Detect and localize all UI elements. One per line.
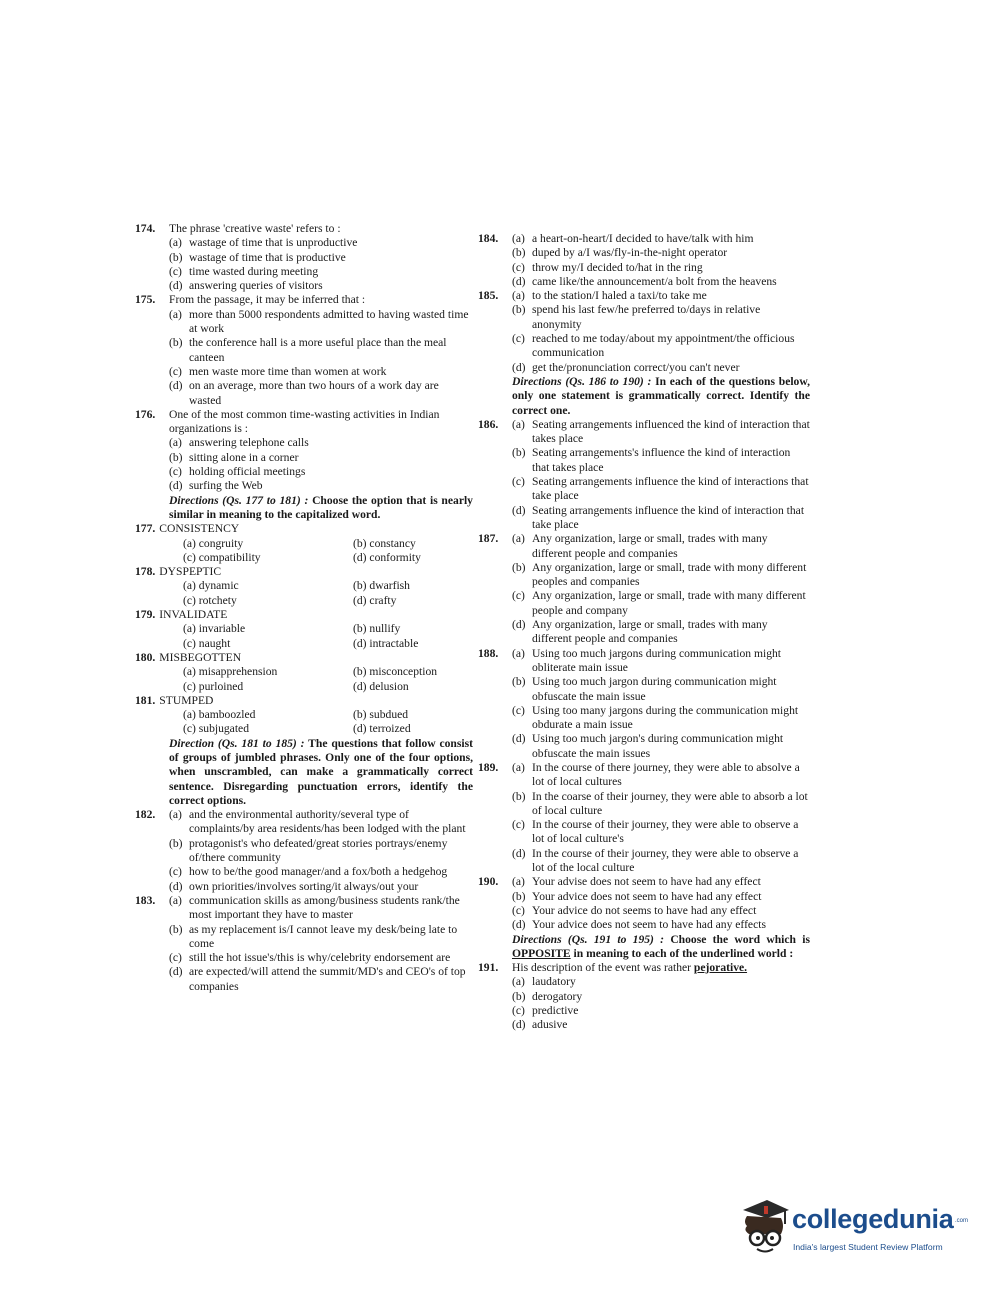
question-number: 184.: [478, 232, 499, 245]
question-186: [478, 418, 810, 532]
option: (c) reached to me today/about my appointment/the officious communication: [512, 332, 795, 360]
question-text: From the passage, it may be inferred that :: [169, 293, 366, 307]
option: (c) throw my/I decided to/hat in the ring: [512, 260, 703, 274]
option: (d) Any organization, large or small, trades with many different people and companies: [512, 618, 768, 646]
option: (a) laudatory: [512, 975, 576, 989]
question-number: 182.: [135, 808, 156, 822]
vocab-question-180: 180. MISBEGOTTEN (a) misapprehension (b) misconception (c) purloined (d) delusion: [135, 650, 438, 693]
directions-191-195: Directions (Qs. 191 to 195) : Choose the word which is OPPOSITE in meaning to each of the underlined world :: [512, 932, 810, 960]
question-183: [135, 894, 473, 994]
left-column: [135, 222, 473, 994]
option: (d) Your advice does not seem to have had any effects: [512, 918, 766, 932]
logo-wordmark: collegedunia: [792, 1204, 954, 1234]
option: (d) Using too much jargon's during communication might obfuscate the main issues: [512, 732, 784, 760]
vocab-question-178: 178. DYSPEPTIC (a) dynamic (b) dwarfish (c) rotchety (d) crafty: [135, 565, 410, 607]
option: (a) more than 5000 respondents admitted to having wasted time at work: [169, 307, 469, 336]
option: (b) Any organization, large or small, trade with mony different peoples and companies: [512, 560, 807, 589]
question-176: [135, 408, 473, 494]
question-187: [478, 532, 810, 646]
question-number: 174.: [135, 222, 156, 235]
option: (c) men waste more time than women at work: [169, 364, 387, 378]
question-185: [478, 289, 810, 375]
option: (a) and the environmental authority/several type of complaints/by area residents/has been lodged with the plant: [169, 808, 466, 836]
option: (b) wastage of time that is productive: [169, 250, 346, 264]
question-number: 188.: [478, 646, 499, 660]
option: (d) on an average, more than two hours of a work day are wasted: [169, 379, 439, 407]
option: (b) Using too much jargon during communication might obfuscate the main issue: [512, 675, 777, 703]
question-189: [478, 761, 810, 875]
question-text: The phrase 'creative waste' refers to :: [169, 222, 341, 235]
option: (a) Your advise does not seem to have had any effect: [512, 875, 761, 889]
question-number: 183.: [135, 893, 156, 907]
option: (b) Your advice does not seem to have had any effect: [512, 889, 762, 903]
logo-suffix: .com: [955, 1218, 969, 1224]
question-175: [135, 293, 473, 407]
question-number: 176.: [135, 407, 156, 421]
option: (b) as my replacement is/I cannot leave my desk/being late to come: [169, 922, 458, 950]
option: (a) Any organization, large or small, trades with many different people and companies: [512, 532, 768, 560]
option: (c) Using too many jargons during the communication might obdurate a main issue: [512, 703, 799, 732]
option: (a) a heart-on-heart/I decided to have/talk with him: [512, 232, 754, 245]
option: (b) spend his last few/he preferred to/days in relative anonymity: [512, 303, 761, 331]
option: (c) how to be/the good manager/and a fox/both a hedgehog: [169, 865, 448, 879]
underlined-word: pejorative.: [693, 961, 748, 975]
option: (c) predictive: [512, 1004, 579, 1018]
option: (b) sitting alone in a corner: [169, 450, 299, 464]
option: (b) duped by a/I was/fly-in-the-night operator: [512, 246, 728, 260]
question-number: 191.: [478, 961, 499, 975]
question-number: 185.: [478, 289, 499, 303]
option: (a) Seating arrangements influenced the kind of interaction that takes place: [512, 417, 810, 446]
option: (c) In the course of their journey, they were able to observe a lot of local culture's: [512, 818, 799, 846]
option: (c) still the hot issue's/this is why/celebrity endorsement are: [169, 951, 451, 965]
question-number: 186.: [478, 417, 499, 431]
option: (b) the conference hall is a more useful place than the meal canteen: [169, 336, 447, 364]
directions-177-181: Directions (Qs. 177 to 181) : Choose the option that is nearly similar in meaning to the capitalized word.: [169, 493, 473, 521]
question-190: [478, 875, 810, 932]
option: (b) derogatory: [512, 989, 583, 1003]
vocab-question-179: 179. INVALIDATE (a) invariable (b) nullify (c) naught (d) intractable: [135, 608, 419, 650]
option: (a) to the station/I haled a taxi/to take me: [512, 289, 707, 303]
option: (d) In the course of their journey, they were able to observe a lot of the local culture: [512, 846, 799, 875]
option: (d) came like/the announcement/a bolt from the heavens: [512, 274, 777, 288]
right-column: [478, 232, 810, 1033]
option: (a) Using too much jargons during communication might obliterate main issue: [512, 646, 782, 674]
directions-186-190: Directions (Qs. 186 to 190) : In each of the questions below, only one statement is grammatically correct. Identify the correct one.: [512, 374, 810, 417]
question-191: [478, 961, 810, 1032]
option: (c) Any organization, large or small, trade with many different people and company: [512, 589, 806, 617]
option: (d) are expected/will attend the summit/MD's and CEO's of top companies: [169, 965, 466, 993]
graduate-mascot-icon: [737, 1196, 793, 1262]
option: (b) Seating arrangements's influence the kind of interaction that takes place: [512, 446, 791, 474]
question-number: 190.: [478, 875, 499, 889]
option: (d) surfing the Web: [169, 479, 263, 493]
option: (c) holding official meetings: [169, 465, 306, 479]
option: (c) Your advice do not seems to have had any effect: [512, 903, 757, 917]
option: (c) time wasted during meeting: [169, 264, 319, 278]
option: (d) adusive: [512, 1018, 568, 1032]
option: (a) wastage of time that is unproductive: [169, 236, 358, 250]
vocab-question-181: 181. STUMPED (a) bamboozled (b) subdued (c) subjugated (d) terroized: [135, 693, 411, 736]
question-number: 187.: [478, 532, 499, 546]
option: (b) In the coarse of their journey, they were able to absorb a lot of local culture: [512, 789, 808, 817]
option: (d) own priorities/involves sorting/it always/out your: [169, 879, 419, 893]
question-184: [478, 232, 810, 289]
question-188: [478, 647, 810, 761]
vocab-question-177: 177. CONSISTENCY (a) congruity (b) constancy (c) compatibility (d) conformity: [135, 522, 421, 564]
collegedunia-logo[interactable]: [737, 1196, 969, 1266]
logo-tagline: India's largest Student Review Platform: [793, 1242, 943, 1252]
question-text: His description of the event was rather pejorative.: [512, 961, 748, 975]
question-number: 189.: [478, 760, 499, 774]
option: (a) answering telephone calls: [169, 436, 309, 450]
option: (c) Seating arrangements influence the kind of interactions that take place: [512, 475, 809, 503]
option: (b) protagonist's who defeated/great stories portrays/enemy of/there community: [169, 836, 448, 865]
directions-181-185: Direction (Qs. 181 to 185) : The questions that follow consist of groups of jumbled phrases. Only one of the four options, when unscrambled, can make a grammatically correct sentence. Disregarding punctuation errors, identify the correct options.: [169, 736, 473, 807]
question-number: 175.: [135, 293, 156, 307]
question-182: [135, 808, 473, 894]
option: (d) answering queries of visitors: [169, 279, 323, 293]
option: (a) communication skills as among/business students rank/the most important they have to master: [169, 893, 460, 922]
option: (d) Seating arrangements influence the kind of interaction that take place: [512, 503, 805, 531]
question-174: [135, 222, 473, 293]
question-text: One of the most common time-wasting activities in Indian organizations is :: [169, 407, 440, 436]
option: (a) In the course of there journey, they were able to absolve a lot of local cultures: [512, 760, 800, 789]
option: (d) get the/pronunciation correct/you can't never: [512, 360, 740, 374]
